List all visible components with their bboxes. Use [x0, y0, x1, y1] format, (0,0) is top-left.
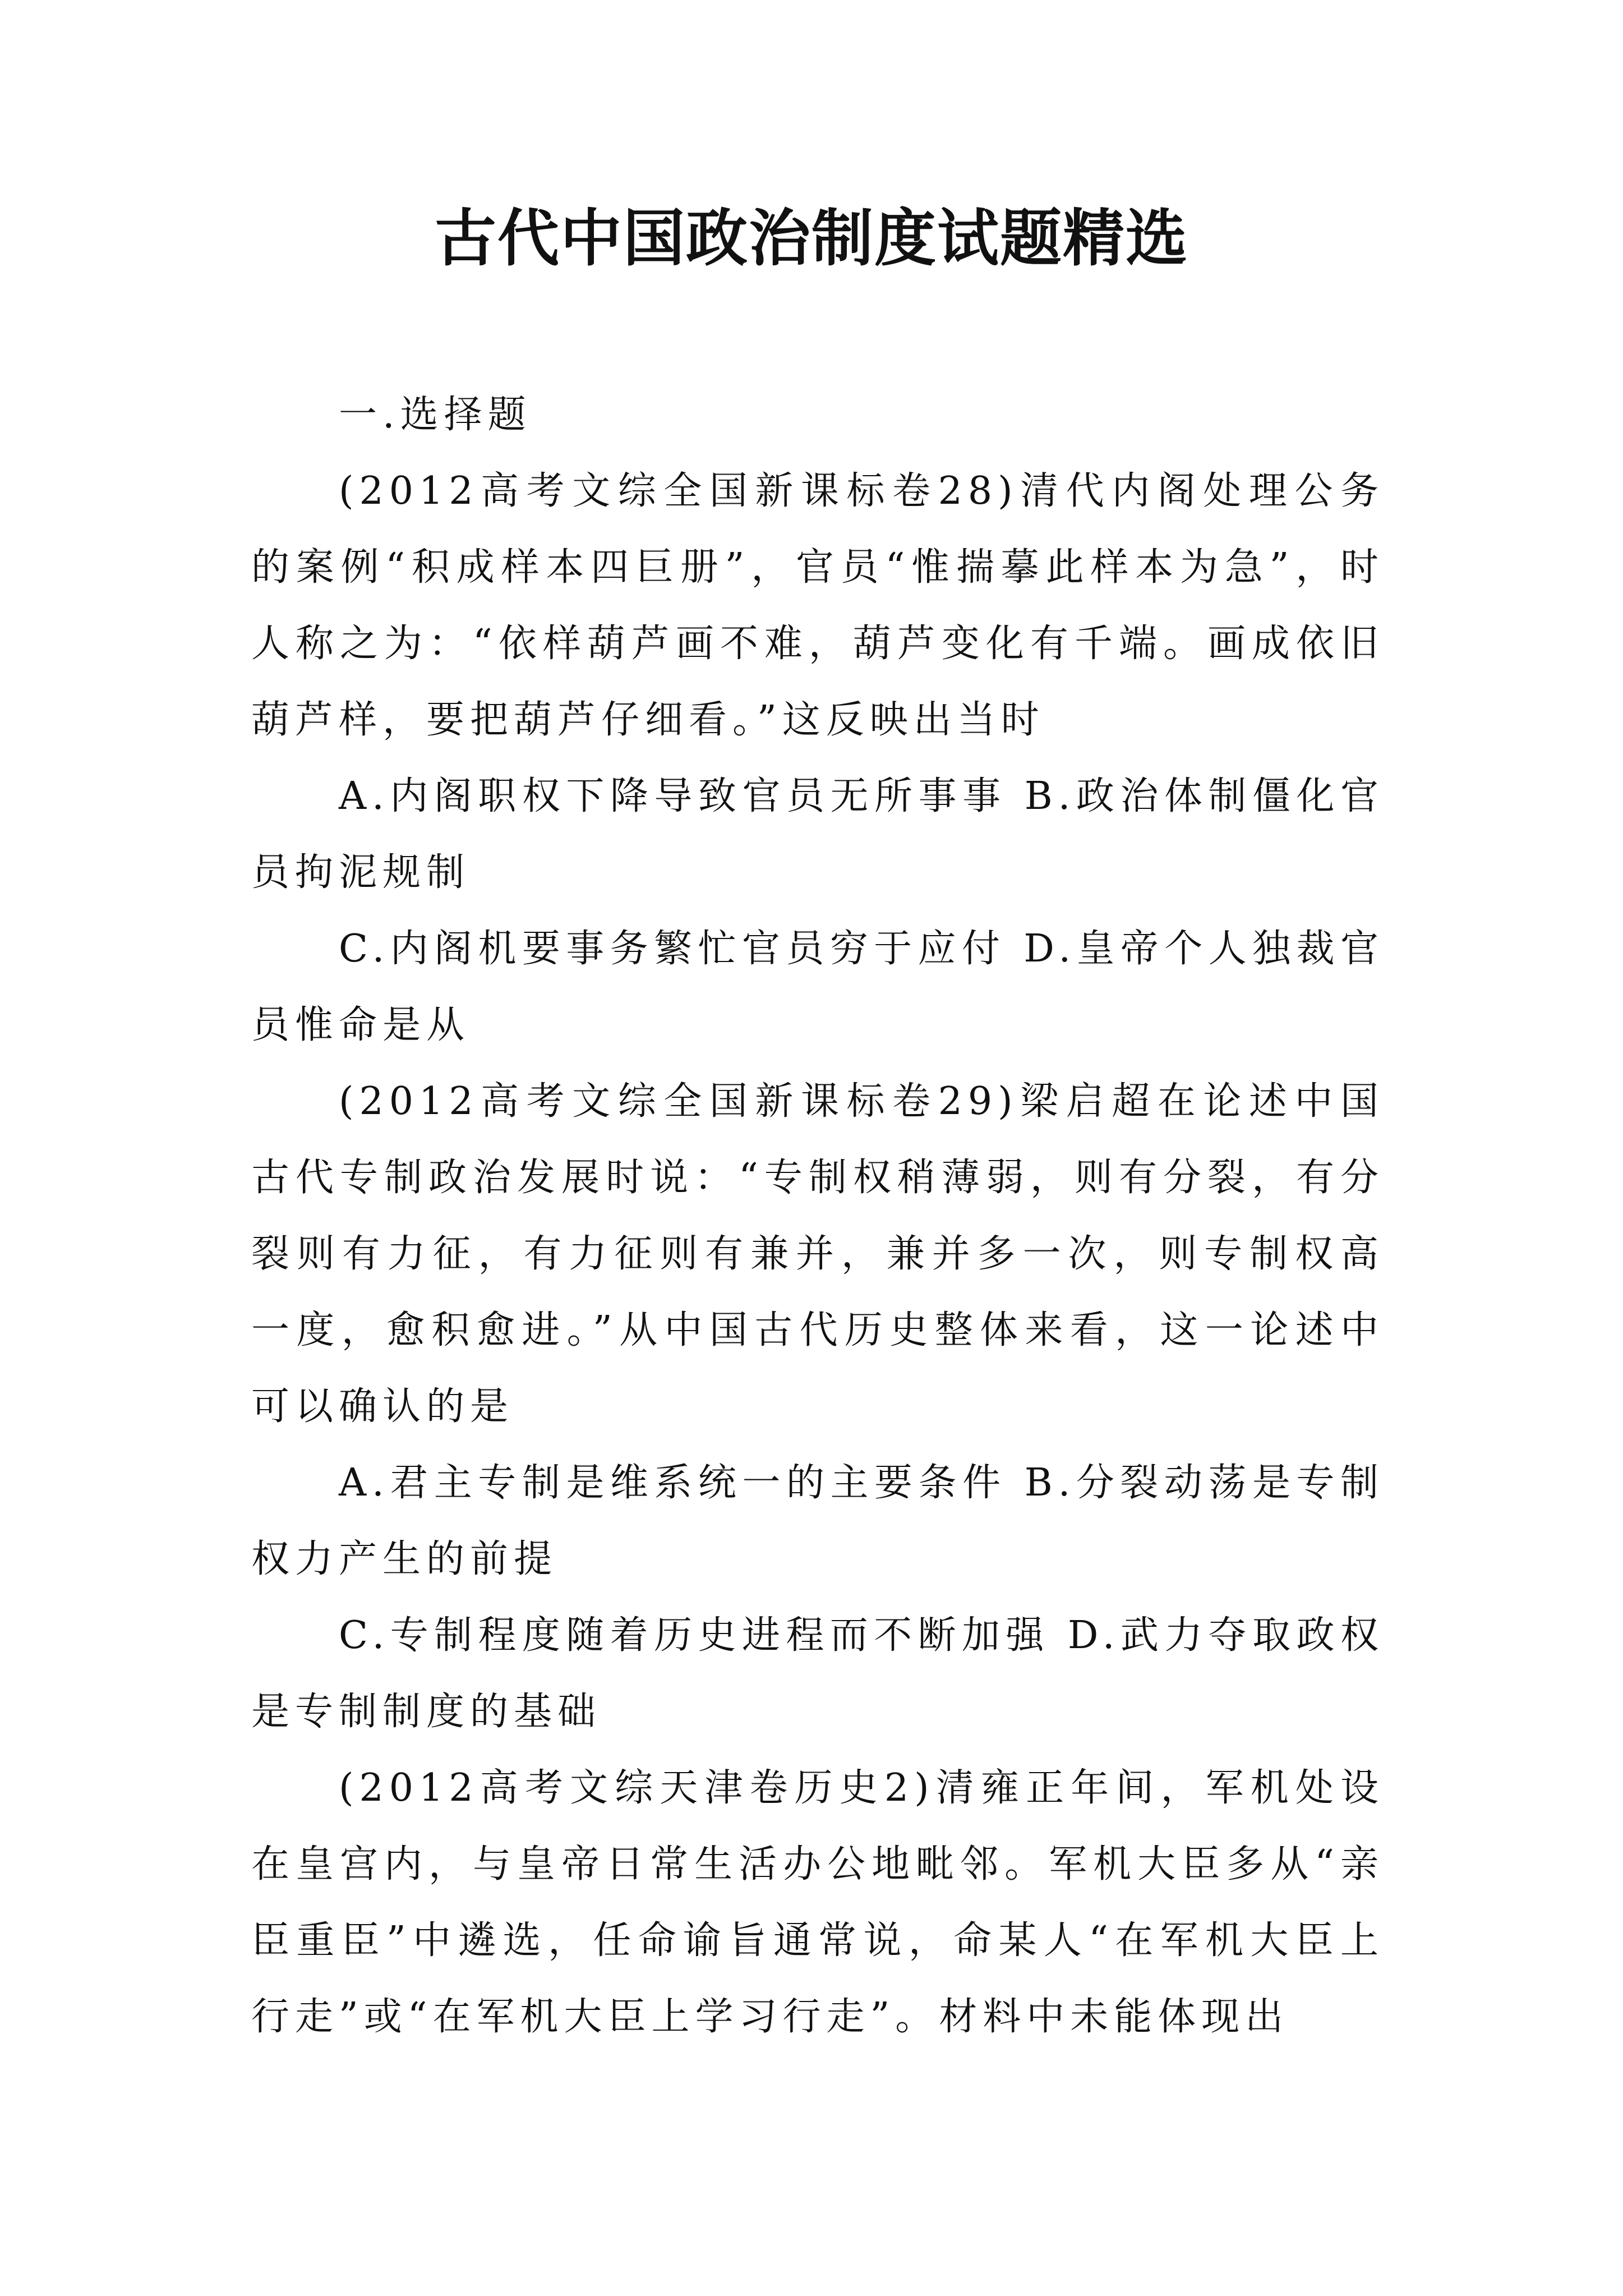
answer-options-paragraph: C.专制程度随着历史进程而不断加强 D.武力夺取政权是专制制度的基础: [251, 1613, 1384, 1734]
answer-options-paragraph: A.君主专制是维系统一的主要条件 B.分裂动荡是专制权力产生的前提: [251, 1461, 1384, 1581]
section-heading: 一.选择题: [339, 393, 532, 437]
question-paragraph: (2012高考文综天津卷历史2)清雍正年间，军机处设在皇宫内，与皇帝日常生活办公地毗邻。军机大臣多从“亲臣重臣”中遴选，任命谕旨通常说，命某人“在军机大臣上行走”或“在军机大臣上学习行走”。材料中未能体现出: [251, 1766, 1384, 2039]
answer-options-paragraph: C.内阁机要事务繁忙官员穷于应付 D.皇帝个人独裁官员惟命是从: [251, 927, 1384, 1047]
document-body: [251, 377, 1384, 2055]
document-title: 古代中国政治制度试题精选: [435, 203, 1188, 274]
question-paragraph: (2012高考文综全国新课标卷28)清代内阁处理公务的案例“积成样本四巨册”，官员“惟揣摹此样本为急”，时人称之为：“依样葫芦画不难，葫芦变化有千端。画成依旧葫芦样，要把葫芦仔细看。”这反映出当时: [251, 469, 1384, 742]
question-paragraph: (2012高考文综全国新课标卷29)梁启超在论述中国古代专制政治发展时说：“专制权稍薄弱，则有分裂，有分裂则有力征，有力征则有兼并，兼并多一次，则专制权高一度，愈积愈进。”从中国古代历史整体来看，这一论述中可以确认的是: [251, 1079, 1384, 1429]
answer-options-paragraph: A.内阁职权下降导致官员无所事事 B.政治体制僵化官员拘泥规制: [251, 774, 1384, 895]
